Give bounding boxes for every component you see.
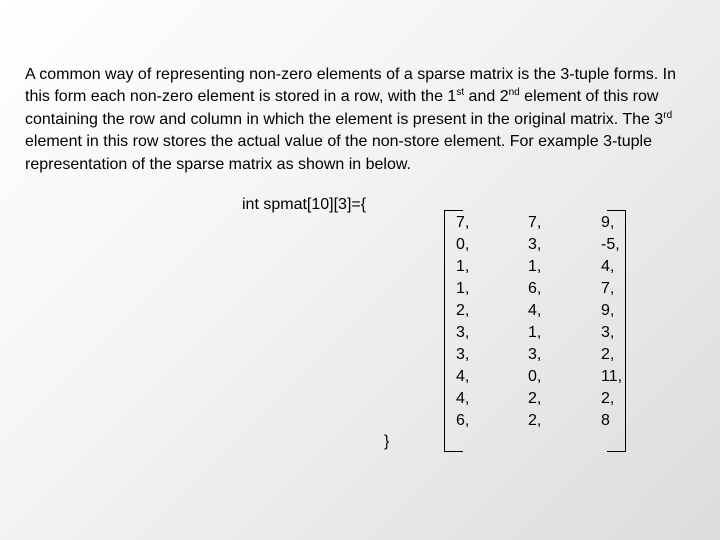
matrix-cell: 9, (601, 214, 615, 231)
para-text-2: and 2 (464, 88, 509, 106)
matrix-cell: 6, (528, 280, 542, 297)
matrix-cell: 4, (456, 390, 470, 407)
matrix-cell: 4, (456, 368, 470, 385)
matrix-cell: 3, (601, 324, 615, 341)
matrix-cell: 11, (601, 368, 623, 385)
matrix-cell: 9, (601, 302, 615, 319)
closing-brace: } (384, 433, 390, 450)
matrix-cell: 6, (456, 412, 470, 429)
matrix-cell: 7, (528, 214, 542, 231)
para-text-3: element of this row containing the row and column in which the element is present in the original matrix. The 3 (25, 88, 664, 128)
matrix-cell: 2, (528, 412, 542, 429)
matrix-column-col-index (528, 212, 541, 432)
matrix-cell: 7, (601, 280, 615, 297)
matrix-cell: 0, (528, 368, 542, 385)
matrix-column-value (601, 212, 622, 432)
matrix-column-row-index (456, 212, 469, 432)
matrix-cell: 7, (456, 214, 470, 231)
matrix-cell: 4, (528, 302, 542, 319)
superscript-nd: nd (508, 87, 520, 99)
matrix-cell: 4, (601, 258, 615, 275)
matrix-cell: 1, (528, 258, 542, 275)
matrix-cell: 2, (528, 390, 542, 407)
superscript-st: st (456, 87, 465, 99)
superscript-rd: rd (663, 109, 673, 121)
matrix-cell: 3, (528, 236, 542, 253)
matrix-cell: -5, (601, 236, 620, 253)
matrix-cell: 2, (456, 302, 470, 319)
para-text-1: A common way of representing non-zero elements of a sparse matrix is the 3-tuple forms. In this form each non-zero element is stored in a row, with the 1 (25, 66, 676, 106)
matrix-cell: 8 (601, 412, 610, 429)
matrix-cell: 3, (456, 346, 470, 363)
matrix-cell: 2, (601, 390, 615, 407)
matrix-cell: 0, (456, 236, 470, 253)
matrix-cell: 3, (528, 346, 542, 363)
matrix-cell: 2, (601, 346, 615, 363)
array-declaration: int spmat[10][3]={ (242, 196, 367, 213)
matrix-cell: 3, (456, 324, 470, 341)
para-text-4: element in this row stores the actual value of the non-store element. For example 3-tuple representation of the sparse matrix as shown in below. (25, 133, 652, 173)
description-paragraph (25, 64, 695, 176)
matrix-cell: 1, (528, 324, 542, 341)
matrix-cell: 1, (456, 280, 470, 297)
matrix-cell: 1, (456, 258, 470, 275)
